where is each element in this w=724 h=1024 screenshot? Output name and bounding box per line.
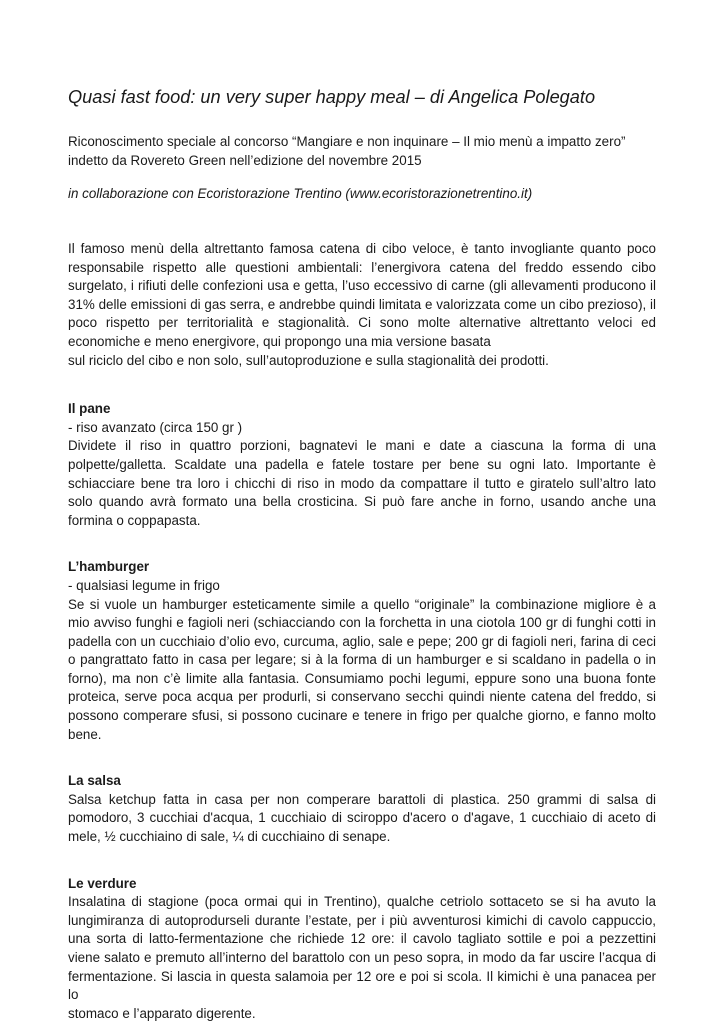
section-bread [68, 400, 656, 530]
text-line: surgelato, i rifiuti delle confezioni usa e getta, l’uso eccessivo di carne (gli allevamenti producono il [68, 278, 656, 294]
text-line: formina o coppapasta. [68, 512, 201, 528]
text-line: sul riciclo del cibo e non solo, sull’autoproduzione e sulla stagionalità dei prodotti. [68, 352, 549, 368]
text-line: forno), ma non c’è limite alla fantasia. Consumiamo pochi legumi, eppure sono una buona fonte [68, 670, 656, 686]
document-page [68, 86, 656, 1023]
text-line: lungimiranza di autoprodurseli durante l’estate, per i più avventurosi kimichi di cavolo cappuccio, [68, 912, 656, 928]
section-heading: Il pane [68, 401, 111, 417]
text-line: stomaco e l’apparato digerente. [68, 1005, 256, 1021]
text-line: solo quando avrà formato una bella crosticina. Si può fare anche in forno, usando anche una [68, 494, 656, 510]
section-heading: L’hamburger [68, 559, 150, 575]
ingredient-line: - qualsiasi legume in frigo [68, 577, 220, 593]
text-line: economiche e meno energivore, qui propongo una mia versione basata [68, 333, 491, 349]
text-line: fermentazione. Si lascia in questa salamoia per 12 ore e poi si scola. Il kimichi è una panacea per lo [68, 968, 656, 1003]
section-heading: La salsa [68, 773, 121, 789]
text-line: proteica, serve poca acqua per produrli, si conservano secchi quindi niente catena del freddo, si [68, 689, 656, 705]
text-line: Se si vuole un hamburger esteticamente simile a quello “originale” la combinazione migliore è a [68, 596, 656, 612]
text-line: Dividete il riso in quattro porzioni, bagnatevi le mani e date a ciascuna la forma di una [68, 438, 656, 454]
collaboration-note: in collaborazione con Ecoristorazione Trentino (www.ecoristorazionetrentino.it) [68, 186, 533, 201]
text-line: Il famoso menù della altrettanto famosa catena di cibo veloce, è tanto invogliante quanto poco [68, 241, 656, 256]
text-line: Insalatina di stagione (poca ormai qui in Trentino), qualche cetriolo sottaceto se si ha avuto la [68, 894, 656, 910]
section-sauce [68, 772, 656, 846]
text-line: una sorta di latto-fermentazione che richiede 12 ore: il cavolo tagliato sottile e poi a pezzettini [68, 931, 656, 947]
text-line: schiacciare bene tra loro i chicchi di riso in modo da compattare il tutto e giratelo sull’altro lato [68, 475, 656, 491]
text-line: responsabile rispetto alle questioni ambientali: l’energivora catena del freddo essendo cibo [68, 259, 656, 275]
text-line: bene. [68, 726, 102, 742]
text-line: padella con un cucchiaio d’olio evo, curcuma, aglio, sale e pepe; 200 gr di fagioli neri, farina di ceci [68, 633, 656, 649]
text-line: mele, ½ cucchiaino di sale, ¼ di cucchiaino di senape. [68, 829, 391, 845]
text-line: polpette/galletta. Scaldate una padella e fatele tostare per bene su ogni lato. Importante è [68, 456, 656, 472]
text-line: 31% delle emissioni di gas serra, e andrebbe quindi limitata e valorizzata come un cibo prezioso), il [68, 296, 656, 312]
text-line: poco rispetto per territorialità e stagionalità. Ci sono molte alternative altrettanto veloci ed [68, 315, 656, 331]
text-line: possono comperare sfusi, si possono cucinare e tenere in frigo per qualche giorno, e fanno molto [68, 708, 656, 724]
award-line: Riconoscimento speciale al concorso “Mangiare e non inquinare – Il mio menù a impatto zero” [68, 134, 626, 149]
text-line: viene salato e premuto all’interno del barattolo con un peso sopra, in modo da far uscire l’acqua di [68, 950, 656, 965]
intro-paragraph [68, 240, 656, 370]
section-heading: Le verdure [68, 875, 137, 891]
section-vegetables [68, 875, 656, 1024]
text-line: pomodoro, 3 cucchiai d'acqua, 1 cucchiaio di sciroppo d'acero o d'agave, 1 cucchiaio di aceto di [68, 810, 656, 826]
text-line: Salsa ketchup fatta in casa per non comperare barattoli di plastica. 250 grammi di salsa di [68, 791, 656, 807]
award-edition-line: indetto da Rovereto Green nell’edizione del novembre 2015 [68, 153, 422, 168]
text-line: mio avviso funghi e fagioli neri (schiacciando con la forchetta in una ciotola 100 gr di funghi cotti in [68, 615, 656, 631]
section-hamburger [68, 558, 656, 744]
document-title: Quasi fast food: un very super happy meal – di Angelica Polegato [68, 87, 596, 107]
ingredient-line: - riso avanzato (circa 150 gr ) [68, 419, 243, 435]
text-line: o pangrattato fatto in casa per legare; si à la forma di un hamburger e si scaldano in padella o in [68, 652, 656, 668]
